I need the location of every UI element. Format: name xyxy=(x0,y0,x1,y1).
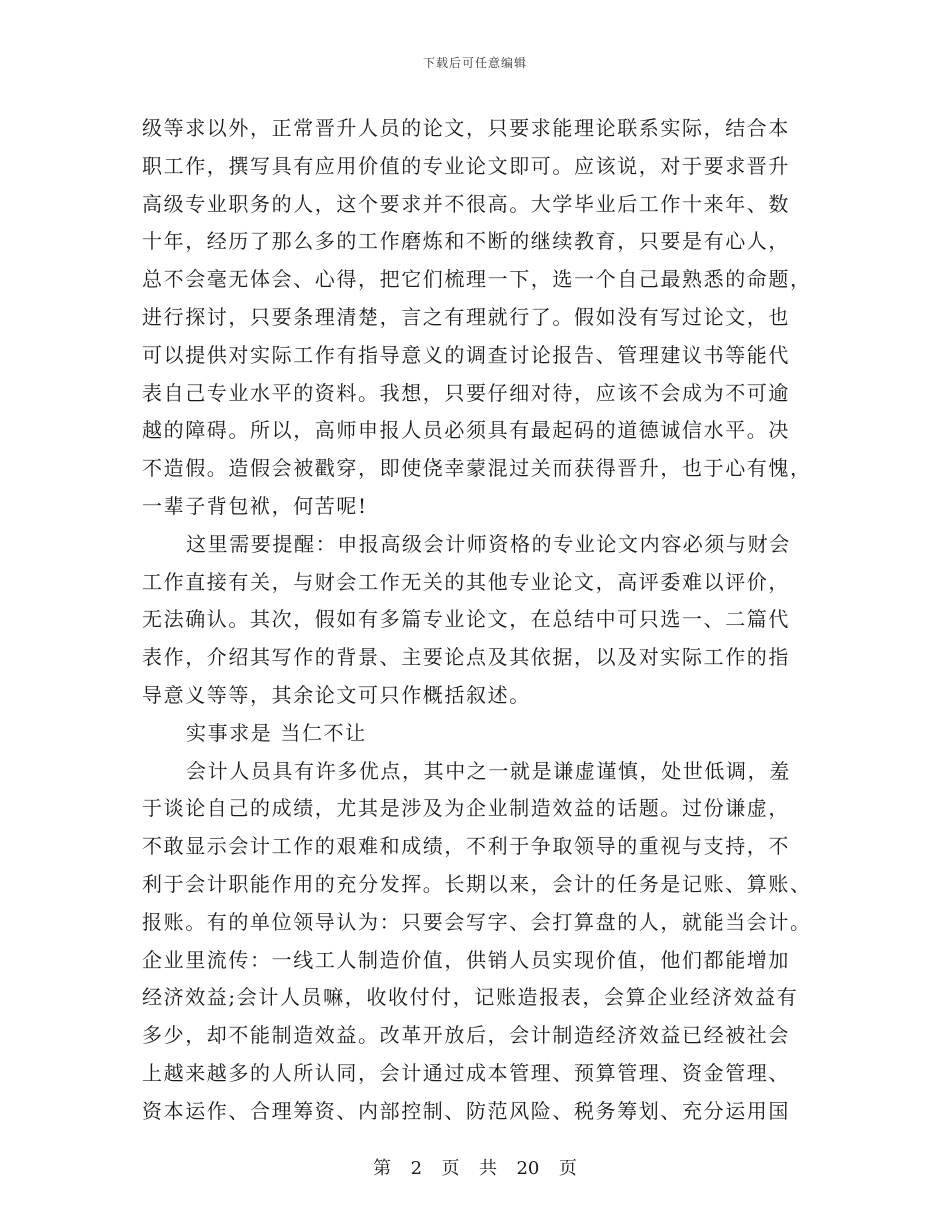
text-line: 级等求以外，正常晋升人员的论文，只要求能理论联系实际，结合本 xyxy=(142,116,790,140)
header-note: 下载后可任意编辑 xyxy=(422,56,527,70)
footer-current-page: 2 xyxy=(410,1158,423,1179)
footer-total-label: 页 xyxy=(558,1158,577,1179)
body-text xyxy=(142,110,812,1131)
text-line: 导意义等等，其余论文可只作概括叙述。 xyxy=(142,682,531,707)
text-line: 高级专业职务的人，这个要求并不很高。大学毕业后工作十来年、数 xyxy=(142,191,790,216)
text-line: 实事求是 当仁不让 xyxy=(186,720,367,745)
text-line: 多少，却不能制造效益。改革开放后，会计制造经济效益已经被社会 xyxy=(142,1023,790,1048)
text-line: 上越来越多的人所认同，会计通过成本管理、预算管理、资金管理、 xyxy=(142,1060,790,1085)
text-line: 总不会毫无体会、心得，把它们梳理一下，选一个自己最熟悉的命题， xyxy=(142,267,812,292)
text-line: 可以提供对实际工作有指导意义的调查讨论报告、管理建议书等能代 xyxy=(142,342,790,367)
footer-page-prefix: 第 xyxy=(373,1158,392,1179)
text-line: 经济效益;会计人员嘛，收收付付，记账造报表，会算企业经济效益有 xyxy=(142,985,799,1010)
footer-total-prefix: 共 xyxy=(479,1158,497,1179)
text-line: 资本运作、合理筹资、内部控制、防范风险、税务筹划、充分运用国 xyxy=(142,1098,790,1123)
footer-page-label: 页 xyxy=(441,1158,460,1179)
footer-total-pages: 20 xyxy=(516,1158,540,1179)
text-line: 会计人员具有许多优点，其中之一就是谦虚谨慎，处世低调，羞 xyxy=(186,758,791,783)
text-line: 不造假。造假会被戳穿，即使侥幸蒙混过关而获得晋升，也于心有愧， xyxy=(142,456,812,481)
text-line: 十年，经历了那么多的工作磨炼和不断的继续教育，只要是有心人， xyxy=(142,229,790,254)
text-line: 进行探讨，只要条理清楚，言之有理就行了。假如没有写过论文，也 xyxy=(142,304,790,329)
text-line: 报账。有的单位领导认为：只要会写字、会打算盘的人，就能当会计。 xyxy=(142,909,812,934)
text-line: 企业里流传：一线工人制造价值，供销人员实现价值，他们都能增加 xyxy=(142,947,790,972)
text-line: 职工作，撰写具有应用价值的专业论文即可。应该说，对于要求晋升 xyxy=(142,153,790,178)
text-line: 无法确认。其次，假如有多篇专业论文，在总结中可只选一、二篇代 xyxy=(142,607,790,632)
text-line: 不敢显示会计工作的艰难和成绩，不利于争取领导的重视与支持，不 xyxy=(142,834,790,859)
page-footer xyxy=(0,1154,950,1180)
text-line: 工作直接有关，与财会工作无关的其他专业论文，高评委难以评价， xyxy=(142,569,790,594)
text-line: 表自己专业水平的资料。我想，只要仔细对待，应该不会成为不可逾 xyxy=(142,380,790,405)
text-line: 一辈子背包袱，何苦呢! xyxy=(142,493,368,518)
text-line: 利于会计职能作用的充分发挥。长期以来，会计的任务是记账、算账、 xyxy=(142,871,812,896)
text-line: 这里需要提醒：申报高级会计师资格的专业论文内容必须与财会 xyxy=(186,531,791,556)
text-line: 越的障碍。所以，高师申报人员必须具有最起码的道德诚信水平。决 xyxy=(142,418,790,443)
text-line: 表作，介绍其写作的背景、主要论点及其依据，以及对实际工作的指 xyxy=(142,645,790,670)
text-line: 于谈论自己的成绩，尤其是涉及为企业制造效益的话题。过份谦虚， xyxy=(142,796,790,821)
